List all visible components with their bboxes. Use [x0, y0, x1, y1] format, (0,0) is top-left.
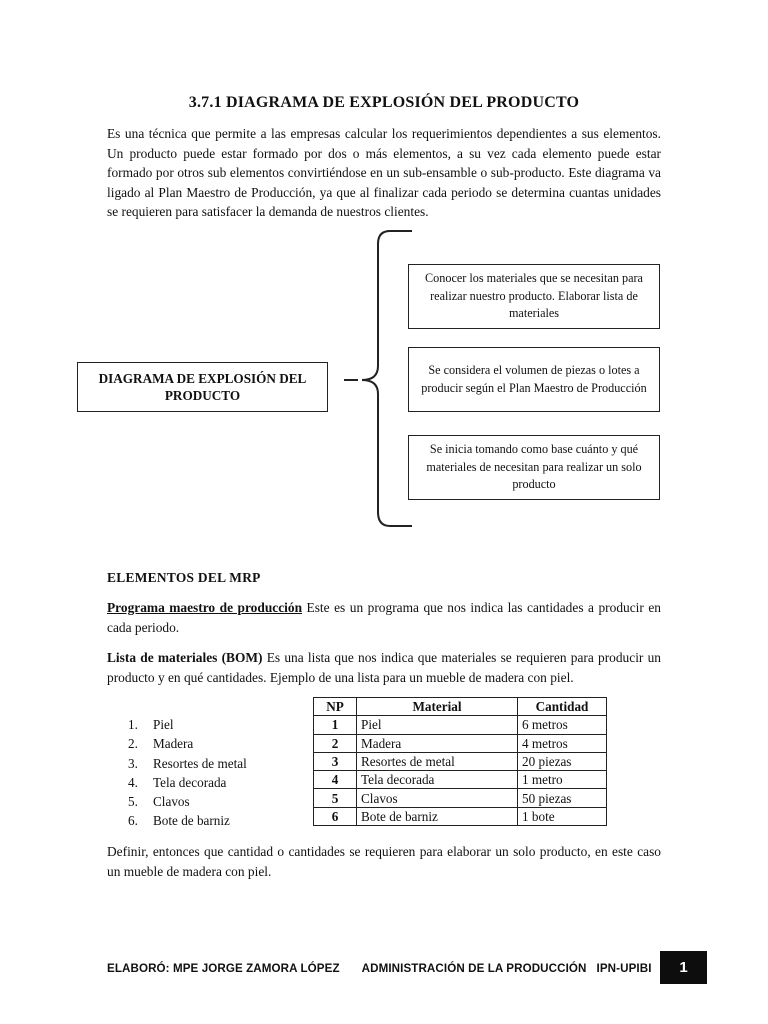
cell-np: 6 [314, 807, 357, 825]
pmp-text: Este es un programa que nos indica las cantidades a producir en cada periodo. [107, 600, 661, 635]
cell-cantidad: 1 metro [518, 771, 607, 789]
list-item-number: 2. [128, 736, 138, 752]
diagram-item-box: Conocer los materiales que se necesitan para realizar nuestro producto. Elaborar lista de materiales [408, 264, 660, 329]
table-header-row [314, 698, 607, 716]
cell-material: Piel [357, 716, 518, 734]
cell-cantidad: 6 metros [518, 716, 607, 734]
bom-paragraph [107, 648, 661, 687]
list-item [128, 792, 247, 811]
list-item-label: Madera [153, 736, 194, 752]
cell-np: 1 [314, 716, 357, 734]
cell-material: Madera [357, 734, 518, 752]
pmp-term: Programa maestro de producción [107, 600, 303, 615]
list-item-label: Bote de barniz [153, 813, 230, 829]
materials-list [128, 715, 247, 831]
cell-np: 5 [314, 789, 357, 807]
diagram-item-box: Se considera el volumen de piezas o lotes a producir según el Plan Maestro de Producción [408, 347, 660, 412]
diagram-item-box: Se inicia tomando como base cuánto y qué materiales de necesitan para realizar un solo producto [408, 435, 660, 500]
bom-table [313, 697, 607, 826]
footer-school: IPN-UPIBI [596, 962, 652, 975]
list-item [128, 754, 247, 773]
list-item [128, 734, 247, 753]
section-title: 3.7.1 DIAGRAMA DE EXPLOSIÓN DEL PRODUCTO [188, 94, 580, 111]
list-item [128, 811, 247, 830]
footer-author: ELABORÓ: MPE JORGE ZAMORA LÓPEZ [107, 962, 340, 975]
diagram-brace [330, 228, 415, 530]
pmp-paragraph [107, 598, 661, 637]
table-row [314, 734, 607, 752]
cell-cantidad: 4 metros [518, 734, 607, 752]
cell-np: 2 [314, 734, 357, 752]
list-item-label: Tela decorada [153, 774, 227, 790]
column-header-cantidad: Cantidad [518, 698, 607, 716]
list-item-number: 6. [128, 813, 138, 829]
list-item-number: 5. [128, 794, 138, 810]
list-item-label: Clavos [153, 794, 190, 810]
list-item-number: 1. [128, 717, 138, 732]
table-row [314, 807, 607, 825]
cell-material: Tela decorada [357, 771, 518, 789]
diagram-main-box: DIAGRAMA DE EXPLOSIÓN DEL PRODUCTO [77, 362, 328, 412]
bom-text: Es una lista que nos indica que materiales se requieren para producir un producto y en qué cantidades. Ejemplo de una lista para un mueble de madera con piel. [107, 650, 661, 685]
table-row [314, 752, 607, 770]
list-item-number: 4. [128, 774, 138, 790]
list-item-label: Resortes de metal [153, 755, 247, 771]
table-row [314, 716, 607, 734]
page-footer [107, 962, 652, 975]
cell-np: 4 [314, 771, 357, 789]
footer-subject: ADMINISTRACIÓN DE LA PRODUCCIÓN [361, 962, 587, 975]
cell-cantidad: 1 bote [518, 807, 607, 825]
cell-cantidad: 20 piezas [518, 752, 607, 770]
list-item-number: 3. [128, 755, 138, 771]
conclusion-paragraph: Definir, entonces que cantidad o cantidades se requieren para elaborar un solo producto, en este caso un mueble de madera con piel. [107, 844, 661, 879]
page-number: 1 [660, 951, 707, 984]
list-item-label: Piel [153, 717, 174, 732]
cell-material: Bote de barniz [357, 807, 518, 825]
cell-cantidad: 50 piezas [518, 789, 607, 807]
bom-term: Lista de materiales (BOM) [107, 650, 263, 665]
column-header-material: Material [357, 698, 518, 716]
cell-np: 3 [314, 752, 357, 770]
mrp-heading: ELEMENTOS DEL MRP [107, 570, 261, 585]
cell-material: Clavos [357, 789, 518, 807]
intro-paragraph: Es una técnica que permite a las empresas calcular los requerimientos dependientes a sus elementos. Un producto puede estar formado por dos o más elementos, a su vez cada elemento puede estar formado por otros sub elementos convirtiéndose en un sub-ensamble o sub-producto. Este diagrama va ligado al Plan Maestro de Producción, ya que al finalizar cada periodo se determina cuantas unidades se requieren para satisfacer la demanda de nuestros clientes. [107, 126, 661, 220]
list-item [128, 773, 247, 792]
list-item [128, 715, 247, 734]
table-row [314, 771, 607, 789]
table-row [314, 789, 607, 807]
cell-material: Resortes de metal [357, 752, 518, 770]
column-header-np: NP [314, 698, 357, 716]
